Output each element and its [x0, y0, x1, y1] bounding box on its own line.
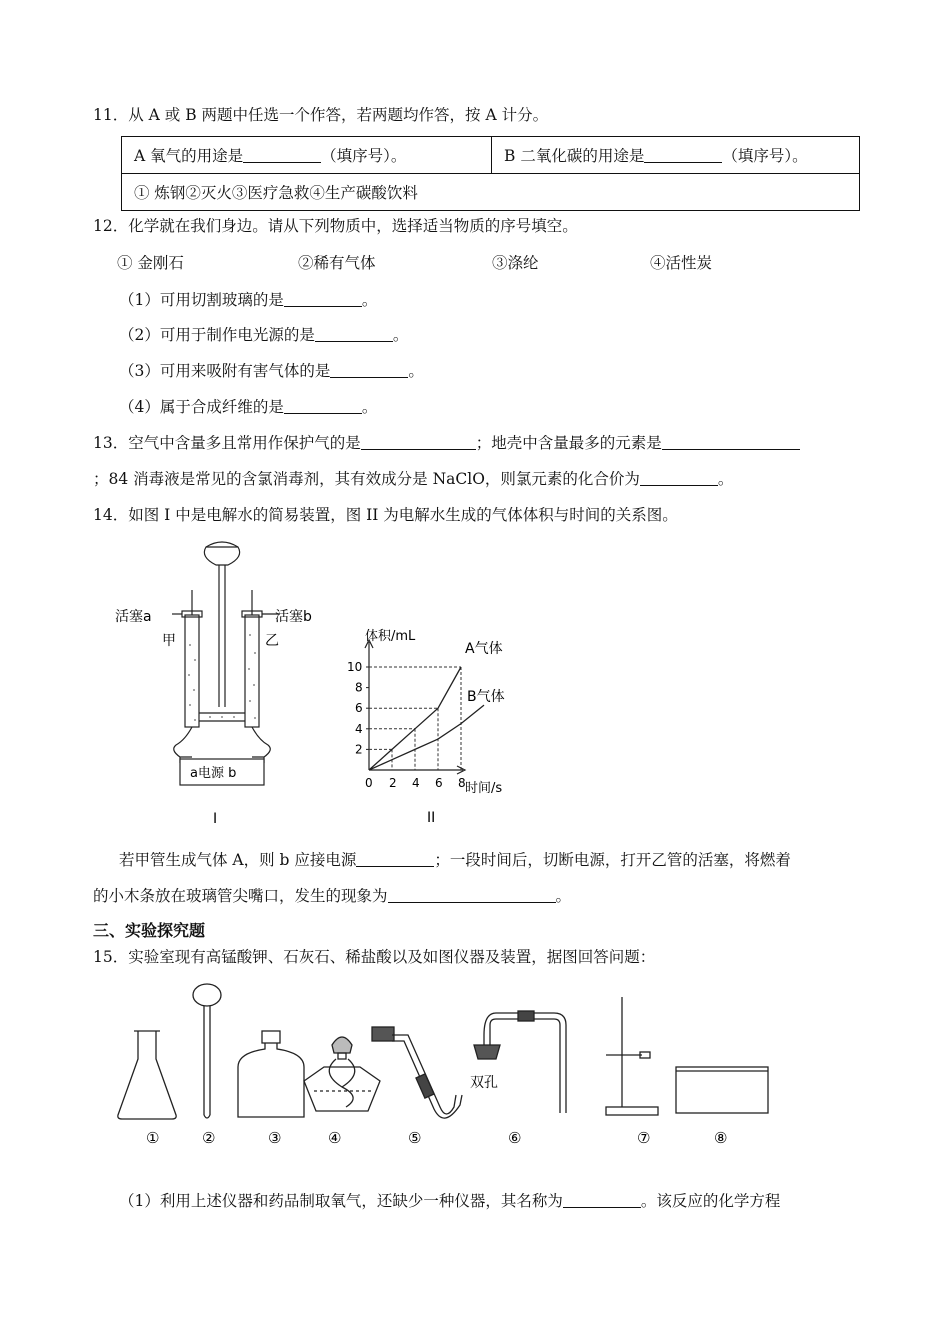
q15-sub-1 [119, 1189, 780, 1211]
alcohol-lamp-icon [304, 1037, 380, 1111]
q14-answer-line-1 [119, 848, 791, 870]
q12-choice-2: ②稀有气体 [298, 254, 376, 272]
apparatus-label-8: ⑧ [714, 1129, 728, 1147]
q15-stem: 15．实验室现有高锰酸钾、石灰石、稀盐酸以及如图仪器及装置，据图回答问题： [93, 948, 656, 966]
x-tick-label: 4 [412, 776, 420, 790]
q13-blank-2[interactable] [662, 434, 800, 450]
q14-answer-line-2 [93, 884, 571, 906]
q13-blank-1[interactable] [361, 434, 476, 450]
q11-a-text: A 氧气的用途是 [134, 147, 244, 165]
origin-label: 0 [365, 776, 373, 790]
q13-line-1 [93, 431, 800, 453]
q12-item-2-post: 。 [392, 326, 409, 344]
q13-text-4: 。 [717, 470, 734, 488]
q11-table [121, 136, 860, 211]
water-trough-icon [676, 1067, 768, 1113]
series-a-label: A气体 [465, 641, 503, 657]
y-axis-label: 体积/mL [365, 629, 416, 644]
q12-item-4-text: （4）属于合成纤维的是 [119, 398, 284, 416]
x-tick-label: 2 [389, 776, 397, 790]
q12-item-2 [119, 323, 408, 345]
electrolysis-apparatus-figure [110, 535, 340, 835]
x-tick-label: 6 [435, 776, 443, 790]
stopcock-a-label: 活塞a [115, 609, 152, 625]
q11-a-blank[interactable] [243, 147, 321, 163]
q12-stem: 12．化学就在我们身边。请从下列物质中，选择适当物质的序号填空。 [93, 217, 578, 235]
apparatus-label-7: ⑦ [637, 1129, 651, 1147]
conical-flask-icon [118, 1031, 176, 1119]
q11-b-text: B 二氧化碳的用途是 [504, 147, 645, 165]
double-hole-stopper-icon [474, 1011, 566, 1113]
lab-apparatus-figure [110, 975, 790, 1160]
thistle-funnel-icon [193, 984, 221, 1118]
q12-item-3-post: 。 [408, 362, 424, 380]
iron-stand-icon [606, 997, 658, 1115]
y-tick-label: 2 [355, 742, 363, 757]
q11-stem: 11．从 A 或 B 两题中任选一个作答，若两题均作答，按 A 计分。 [93, 106, 549, 124]
tube-yi-label: 乙 [265, 633, 279, 649]
q14-answer-text-2: ；一段时间后，切断电源，打开乙管的活塞，将燃着 [434, 851, 791, 869]
q13-text-3: ；84 消毒液是常见的含氯消毒剂，其有效成分是 NaClO，则氯元素的化合价为 [93, 470, 640, 488]
tube-jia-label: 甲 [162, 633, 176, 649]
q12-item-1-text: （1）可用切割玻璃的是 [119, 291, 284, 309]
apparatus-label-6: ⑥ [508, 1129, 522, 1147]
q14-answer-text-4: 。 [555, 887, 572, 905]
power-supply-label: a电源 b [190, 766, 237, 781]
q12-item-1 [119, 288, 377, 310]
stopcock-b-label: 活塞b [275, 609, 312, 625]
q12-item-4-blank[interactable] [284, 398, 362, 414]
apparatus-label-2: ② [202, 1129, 216, 1147]
figure-2-caption: II [427, 810, 436, 826]
q12-item-2-blank[interactable] [315, 326, 393, 342]
q14-blank-2[interactable] [388, 887, 556, 903]
q11-b-post: （填序号）。 [722, 147, 808, 165]
q14-stem: 14．如图 I 中是电解水的简易装置，图 II 为电解水生成的气体体积与时间的关系图。 [93, 506, 678, 524]
y-tick-label: 10 [347, 660, 363, 674]
y-tick-label: 4 [355, 721, 363, 736]
q12-choice-3: ③涤纶 [492, 254, 539, 272]
q14-answer-text-3: 的小木条放在玻璃管尖嘴口，发生的现象为 [93, 887, 388, 905]
q12-item-3-text: （3）可用来吸附有害气体的是 [119, 362, 331, 380]
section-3-heading: 三、实验探究题 [93, 921, 206, 940]
q11-options: ① 炼钢②灭火③医疗急救④生产碳酸饮料 [122, 174, 860, 211]
q11-option-a [122, 137, 492, 174]
bent-delivery-tube-icon [372, 1027, 462, 1118]
q15-sub-1-blank[interactable] [563, 1192, 641, 1208]
series-line-b [369, 705, 484, 770]
q12-item-2-text: （2）可用于制作电光源的是 [119, 326, 315, 344]
double-hole-label: 双孔 [470, 1075, 498, 1091]
apparatus-label-1: ① [146, 1129, 160, 1147]
x-axis-label: 时间/s [465, 781, 503, 796]
apparatus-label-3: ③ [268, 1129, 282, 1147]
figure-1-caption: I [213, 811, 218, 827]
q11-b-blank[interactable] [644, 147, 722, 163]
y-tick-label: 8 [355, 680, 363, 695]
q12-item-3 [119, 359, 424, 381]
q14-blank-1[interactable] [356, 851, 434, 867]
q11-a-post: （填序号）。 [321, 147, 407, 165]
q12-choice-1: ① 金刚石 [117, 254, 184, 272]
apparatus-label-5: ⑤ [408, 1129, 422, 1147]
q11-option-b [492, 137, 860, 174]
reagent-bottle-icon [238, 1031, 304, 1117]
apparatus-label-4: ④ [328, 1129, 342, 1147]
q12-item-3-blank[interactable] [330, 362, 408, 378]
q12-item-4 [119, 395, 377, 417]
y-tick-label: 6 [355, 701, 363, 716]
x-tick-label: 8 [458, 776, 466, 790]
q14-answer-text-1: 若甲管生成气体 A，则 b 应接电源 [119, 851, 357, 869]
series-b-label: B气体 [467, 689, 505, 705]
q13-line-2 [93, 467, 733, 489]
q15-sub-1-text: （1）利用上述仪器和药品制取氧气，还缺少一种仪器，其名称为 [119, 1192, 563, 1210]
q12-item-1-post: 。 [361, 291, 378, 309]
q13-blank-3[interactable] [640, 470, 718, 486]
q13-text-1: 13．空气中含量多且常用作保护气的是 [93, 434, 361, 452]
q15-sub-1-post: 。该反应的化学方程 [640, 1192, 781, 1210]
q12-item-1-blank[interactable] [284, 291, 362, 307]
q13-text-2: ；地壳中含量最多的元素是 [475, 434, 662, 452]
q12-item-4-post: 。 [361, 398, 378, 416]
volume-time-chart [335, 620, 535, 835]
q12-choice-4: ④活性炭 [650, 254, 713, 272]
